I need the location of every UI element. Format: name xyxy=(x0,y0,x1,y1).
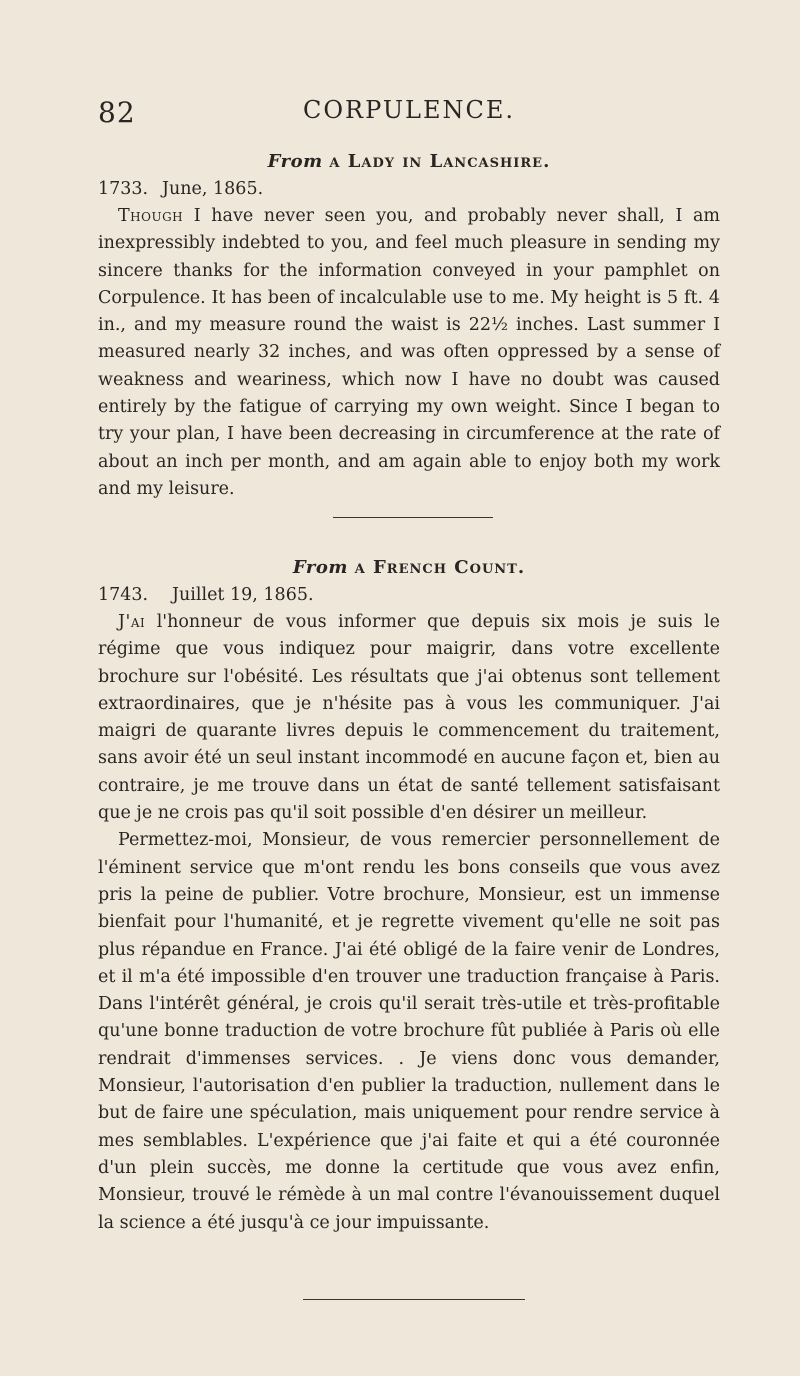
heading-source: a Lady in Lancashire. xyxy=(329,151,551,172)
running-head xyxy=(98,96,720,136)
end-rule xyxy=(303,1299,525,1300)
letter-lancashire xyxy=(98,148,720,503)
page-number: 82 xyxy=(98,96,136,129)
letter-meta xyxy=(98,176,720,203)
letter-heading xyxy=(98,148,720,176)
letter-paragraph: Permettez-moi, Monsieur, de vous remercier personnellement de l'éminent service que m'ont rendu les bons conseils que vous avez pris la peine de publier. Votre brochure, Monsieur, est un immense bienfait pour l'humanité, et je regrette vivement qu'elle ne soit pas plus répandue en France. J'ai été obligé de la faire venir de Londres, et il m'a été impossible d'en trouver une traduction française à Paris. Dans l'intérêt général, je crois qu'il serait très-utile et très-profitable qu'une bonne traduction de votre brochure fût publiée à Paris où elle rendrait d'immenses services. . Je viens donc vous demander, Monsieur, l'autorisation d'en publier la traduction, nullement dans le but de faire une spéculation, mais uniquement pour rendre service à mes semblables. L'expérience que j'ai faite et qui a été couronnée d'un plein succès, me donne la certitude que vous avez enfin, Monsieur, trouvé le rémède à un mal contre l'évanouissement duquel la science a été jusqu'à ce jour impuissante. xyxy=(98,830,720,1233)
section-divider xyxy=(333,517,493,518)
running-title: CORPULENCE. xyxy=(302,96,516,124)
letter-paragraph xyxy=(98,203,720,503)
heading-from: From xyxy=(267,151,323,172)
heading-from: From xyxy=(292,557,348,578)
letter-paragraph xyxy=(98,609,720,827)
paragraph-text: l'honneur de vous informer que depuis six mois je suis le régime que vous indiquez pour maigrir, dans votre excellente brochure sur l'obésité. Les résultats que j'ai obtenus sont tellement extraordinaires, que je n'hésite pas à vous les communiquer. J'ai maigri de quarante livres depuis le commencement du traitement, sans avoir été un seul instant incommodé en aucune façon et, bien au contraire, je me trouve dans un état de santé tellement satisfaisant que je ne crois pas qu'il soit possible d'en désirer un meilleur. xyxy=(98,612,720,824)
letter-number: 1743. xyxy=(98,585,149,605)
letter-french-count xyxy=(98,554,720,1237)
letter-date: Juillet 19, 1865. xyxy=(172,585,314,605)
letter-number: 1733. xyxy=(98,179,149,199)
letter-date: June, 1865. xyxy=(162,179,264,199)
lead-word: Though xyxy=(118,206,184,226)
letter-meta xyxy=(98,582,720,609)
lead-word: J'ai xyxy=(118,612,146,632)
letter-heading xyxy=(98,554,720,582)
heading-source: a French Count. xyxy=(354,557,526,578)
paragraph-text: I have never seen you, and probably never shall, I am inexpressibly indebted to you, and feel much pleasure in sending my sincere thanks for the information conveyed in your pamphlet on Corpulence. It has been of incalculable use to me. My height is 5 ft. 4 in., and my measure round the waist is 22½ inches. Last summer I measured nearly 32 inches, and was often oppressed by a sense of weakness and weariness, which now I have no doubt was caused entirely by the fatigue of carrying my own weight. Since I began to try your plan, I have been decreasing in circumference at the rate of about an inch per month, and am again able to enjoy both my work and my leisure. xyxy=(98,206,720,499)
